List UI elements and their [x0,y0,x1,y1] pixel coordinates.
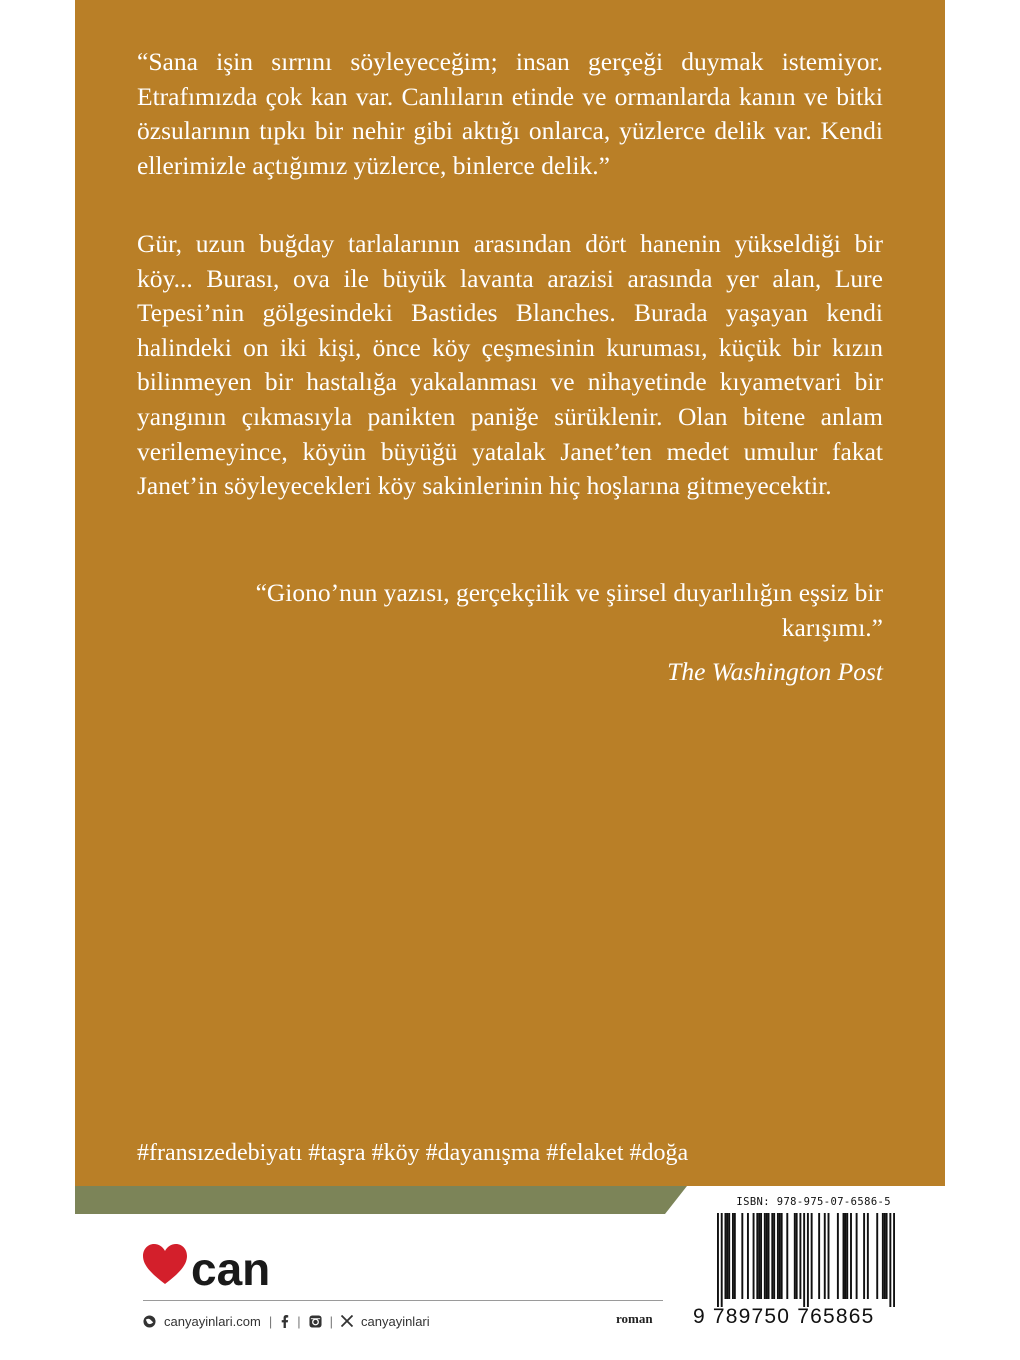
review-source: The Washington Post [667,657,883,686]
barcode-bar [844,1213,846,1299]
barcode-bar [837,1213,839,1299]
barcode-bar [756,1213,758,1299]
barcode-bar [758,1213,760,1299]
website-link[interactable]: canyayinlari.com [164,1313,261,1329]
barcode-bar [726,1213,728,1299]
isbn-label: ISBN: 978-975-07-6586-5 [736,1196,891,1208]
barcode-bar [803,1213,805,1307]
barcode-bar [886,1213,888,1299]
barcode-bar [811,1213,813,1299]
genre-label: roman [616,1311,653,1326]
barcode [717,1213,895,1307]
barcode-bar [856,1213,858,1299]
barcode-bar [843,1213,845,1299]
barcode-bar [889,1213,891,1307]
excerpt-quote: “Sana işin sırrını söyleyeceğim; insan gerçeği duymak istemiyor. Etrafımızda çok kan var. Canlıların etinde ve ormanlarda kanın ve bitki özsularının tıpkı bir nehir gibi aktığı onlarca, yüzlerce delik var. Kendi ellerimizle açtığımız yüzlerce, binlerce delik.” [137,47,883,180]
barcode-bar [747,1213,749,1299]
hashtags: #fransızedebiyatı #taşra #köy #dayanışma #felaket #doğa [137,1140,689,1166]
can-logo [143,1244,293,1292]
barcode-bar [786,1213,788,1299]
barcode-bar [893,1213,895,1307]
barcode-bar [773,1213,775,1299]
footer-separator: | [268,1313,273,1329]
barcode-digits: 9 789750 765865 [693,1305,875,1328]
barcode-bar [818,1213,820,1299]
footer-separator: | [329,1313,333,1329]
barcode-bar [846,1213,848,1299]
barcode-bar [779,1213,781,1299]
barcode-bar [768,1213,770,1299]
heart-icon [143,1244,187,1284]
barcode-bar [882,1213,884,1299]
publisher-footer [143,1310,430,1332]
globe-icon [143,1315,156,1328]
social-handle[interactable]: canyayinlari [361,1313,430,1329]
barcode-bar [824,1213,826,1299]
barcode-bar [796,1213,798,1299]
footer-separator: | [297,1313,301,1329]
barcode-bar [863,1213,865,1299]
review-quote: “Giono’nun yazısı, gerçekçilik ve şiirsel duyarlılığın eşsiz bir karışımı.” [255,578,883,642]
barcode-bar [764,1213,766,1299]
back-cover [75,0,945,1360]
barcode-bar [721,1213,723,1307]
barcode-bar [734,1213,736,1299]
barcode-bar [732,1213,734,1299]
barcode-bar [876,1213,878,1299]
barcode-bar [771,1213,773,1299]
barcode-bar [781,1213,783,1299]
footer-divider [143,1300,663,1301]
barcode-bar [799,1213,801,1299]
facebook-icon[interactable] [280,1315,289,1328]
barcode-bar [850,1213,852,1299]
barcode-bar [828,1213,830,1299]
svg-text:can: can [191,1244,271,1292]
cover-panel [75,0,945,1186]
barcode-bar [728,1213,730,1299]
barcode-bar [724,1213,726,1299]
barcode-bar [741,1213,743,1299]
barcode-bar [884,1213,886,1299]
barcode-bar [717,1213,719,1307]
barcode-bar [766,1213,768,1299]
barcode-bar [807,1213,809,1307]
barcode-bar [794,1213,796,1299]
instagram-icon[interactable] [309,1315,322,1328]
barcode-bar [753,1213,755,1299]
barcode-bar [867,1213,869,1299]
x-icon[interactable] [341,1315,353,1327]
barcode-bar [760,1213,762,1299]
book-summary: Gür, uzun buğday tarlalarının arasından dört hanenin yükseldiği bir köy... Burası, ova ile büyük lavanta arazisi arasında yer alan, Lure Tepesi’nin gölgesindeki Bastides Blanches. Burada yaşayan kendi halindeki on iki kişi, önce köy çeşmesinin kuruması, küçük bir kızın bilinmeyen bir hastalığa yakalanması ve nihayetinde kıyametvari bir yangının çıkmasıyla panikten paniğe sürüklenir. Olan bitene anlam verilemeyince, köyün büyüğü yatalak Janet’ten medet umulur fakat Janet’in söyleyecekleri köy sakinlerinin hiç hoşlarına gitmeyecektir. [137,229,883,501]
barcode-bar [777,1213,779,1299]
